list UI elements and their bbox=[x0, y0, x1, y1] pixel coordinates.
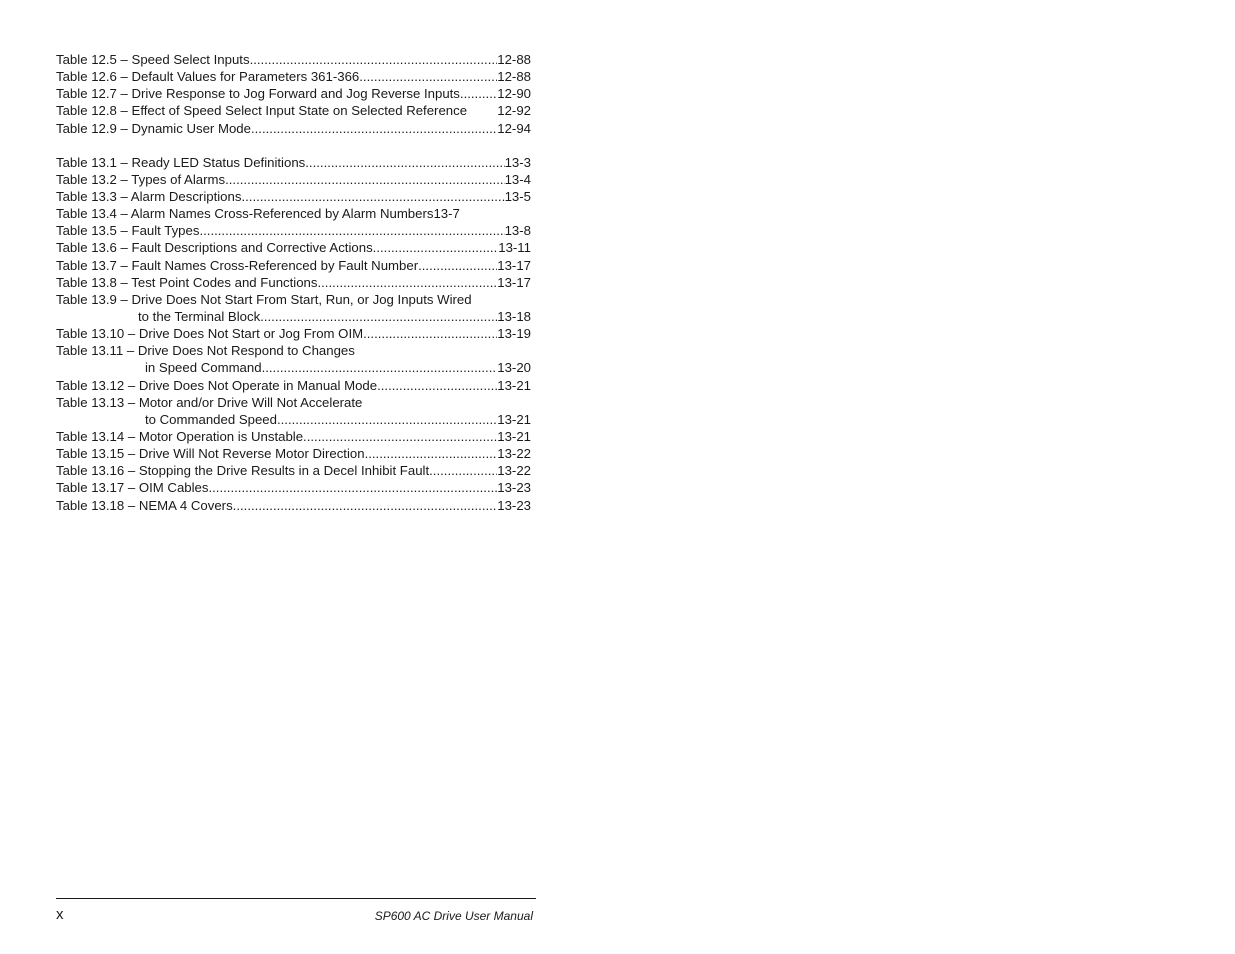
dot-leader bbox=[365, 445, 498, 462]
toc-entry-page: 13-22 bbox=[497, 463, 531, 479]
dot-leader bbox=[251, 120, 497, 137]
toc-entry-title: Table 12.6 – Default Values for Parameters 361-366 bbox=[56, 69, 360, 85]
toc-entry[interactable] bbox=[56, 154, 531, 171]
toc-entry[interactable] bbox=[56, 171, 531, 188]
toc-entry-title: Table 12.9 – Dynamic User Mode bbox=[56, 120, 251, 136]
toc-entry-page: 13-17 bbox=[497, 257, 531, 273]
dot-leader bbox=[303, 428, 497, 445]
toc-entry-page: 13-7 bbox=[433, 206, 460, 222]
toc-entry-title-cont: to Commanded Speed bbox=[145, 411, 277, 427]
toc-entry[interactable] bbox=[56, 188, 531, 205]
toc-entry[interactable] bbox=[56, 462, 531, 479]
toc-entry[interactable] bbox=[56, 257, 531, 274]
toc-entry[interactable] bbox=[56, 274, 531, 291]
toc-entry-first-line bbox=[56, 342, 531, 359]
toc-entry-title: Table 12.8 – Effect of Speed Select Input State on Selected Reference bbox=[56, 103, 468, 119]
toc-entry[interactable] bbox=[56, 445, 531, 462]
dot-leader bbox=[277, 411, 497, 428]
toc-entry-title: Table 13.10 – Drive Does Not Start or Jog From OIM bbox=[56, 326, 364, 342]
toc-entry-page: 13-23 bbox=[497, 497, 531, 513]
toc-entry-page: 13-17 bbox=[497, 274, 531, 290]
toc-entry-page: 13-22 bbox=[497, 446, 531, 462]
toc-entry[interactable] bbox=[56, 497, 531, 514]
toc-entry-title: Table 13.15 – Drive Will Not Reverse Motor Direction bbox=[56, 446, 365, 462]
toc-entry-page: 12-88 bbox=[497, 69, 531, 85]
toc-entry-title: Table 13.5 – Fault Types bbox=[56, 223, 200, 239]
toc-entry[interactable] bbox=[56, 85, 531, 102]
dot-leader bbox=[373, 239, 499, 256]
toc-entry-title: Table 13.1 – Ready LED Status Definitions bbox=[56, 154, 306, 170]
toc-entry-continuation bbox=[56, 359, 531, 376]
dot-leader bbox=[359, 68, 497, 85]
toc-entry-multiline[interactable] bbox=[56, 394, 531, 428]
table-of-tables bbox=[56, 51, 531, 514]
toc-entry-page: 12-90 bbox=[497, 86, 531, 102]
dot-leader bbox=[199, 222, 504, 239]
toc-entry[interactable] bbox=[56, 222, 531, 239]
dot-leader bbox=[363, 325, 497, 342]
dot-leader bbox=[429, 462, 497, 479]
toc-entry-title: Table 13.8 – Test Point Codes and Functions bbox=[56, 274, 318, 290]
toc-entry-title: Table 13.18 – NEMA 4 Covers bbox=[56, 497, 233, 513]
dot-leader bbox=[233, 497, 498, 514]
toc-entry-title: Table 13.6 – Fault Descriptions and Corrective Actions bbox=[56, 240, 373, 256]
toc-entry-page: 12-94 bbox=[497, 120, 531, 136]
toc-entry[interactable] bbox=[56, 68, 531, 85]
toc-entry-page: 13-8 bbox=[504, 223, 531, 239]
toc-entry[interactable] bbox=[56, 325, 531, 342]
toc-entry-title-cont: to the Terminal Block bbox=[138, 308, 261, 324]
toc-entry-page: 12-88 bbox=[497, 52, 531, 67]
footer-rule bbox=[56, 898, 536, 899]
toc-entry-page: 13-21 bbox=[497, 428, 531, 444]
toc-entry[interactable] bbox=[56, 51, 531, 68]
dot-leader bbox=[418, 257, 497, 274]
dot-leader bbox=[317, 274, 497, 291]
dot-leader bbox=[241, 188, 504, 205]
toc-entry-title: Table 13.14 – Motor Operation is Unstable bbox=[56, 428, 304, 444]
toc-entry-page: 13-19 bbox=[497, 326, 531, 342]
toc-entry-title: Table 13.2 – Types of Alarms bbox=[56, 171, 226, 187]
toc-entry-title: Table 13.4 – Alarm Names Cross-Referenced by Alarm Numbers bbox=[56, 206, 434, 222]
toc-entry-page: 13-3 bbox=[504, 154, 531, 170]
toc-entry[interactable] bbox=[56, 377, 531, 394]
manual-title: SP600 AC Drive User Manual bbox=[374, 909, 533, 923]
toc-entry-page: 13-23 bbox=[497, 480, 531, 496]
toc-entry-multiline[interactable] bbox=[56, 342, 531, 376]
dot-leader bbox=[262, 359, 498, 376]
toc-entry-title: Table 13.13 – Motor and/or Drive Will Not Accelerate bbox=[56, 394, 363, 410]
dot-leader bbox=[460, 85, 497, 102]
toc-entry-title: Table 13.3 – Alarm Descriptions bbox=[56, 188, 242, 204]
toc-entry-first-line bbox=[56, 394, 531, 411]
dot-leader bbox=[260, 308, 497, 325]
toc-entry-title-cont: in Speed Command bbox=[145, 360, 262, 376]
dot-leader bbox=[305, 154, 504, 171]
toc-entry-page: 13-4 bbox=[504, 171, 531, 187]
toc-entry-continuation bbox=[56, 308, 531, 325]
toc-entry-page: 13-21 bbox=[497, 377, 531, 393]
toc-entry-multiline[interactable] bbox=[56, 291, 531, 325]
toc-entry-page: 13-21 bbox=[497, 411, 531, 427]
dot-leader bbox=[377, 377, 497, 394]
toc-entry[interactable] bbox=[56, 205, 531, 222]
toc-entry-title: Table 12.5 – Speed Select Inputs bbox=[56, 52, 250, 67]
toc-entry-title: Table 13.9 – Drive Does Not Start From Start, Run, or Jog Inputs Wired bbox=[56, 291, 472, 307]
toc-entry-page: 13-5 bbox=[504, 188, 531, 204]
toc-entry-first-line bbox=[56, 291, 531, 308]
toc-entry-page: 13-11 bbox=[498, 240, 531, 256]
toc-entry-page: 13-18 bbox=[497, 308, 531, 324]
group-spacer bbox=[56, 137, 531, 154]
page-number: x bbox=[56, 906, 64, 923]
dot-leader bbox=[225, 171, 505, 188]
toc-entry[interactable] bbox=[56, 239, 531, 256]
toc-entry-title: Table 13.7 – Fault Names Cross-Referenced by Fault Number bbox=[56, 257, 419, 273]
toc-entry-title: Table 13.17 – OIM Cables bbox=[56, 480, 209, 496]
dot-leader bbox=[208, 479, 497, 496]
toc-entry[interactable] bbox=[56, 102, 531, 119]
toc-entry[interactable] bbox=[56, 428, 531, 445]
dot-leader bbox=[250, 51, 498, 68]
toc-entry-title: Table 12.7 – Drive Response to Jog Forward and Jog Reverse Inputs bbox=[56, 86, 460, 102]
toc-entry-page: 13-20 bbox=[497, 360, 531, 376]
toc-entry-title: Table 13.11 – Drive Does Not Respond to Changes bbox=[56, 343, 355, 359]
toc-entry[interactable] bbox=[56, 479, 531, 496]
toc-entry-continuation bbox=[56, 411, 531, 428]
toc-entry-page: 12-92 bbox=[497, 103, 531, 119]
toc-entry-title: Table 13.16 – Stopping the Drive Results in a Decel Inhibit Fault bbox=[56, 463, 430, 479]
toc-entry[interactable] bbox=[56, 120, 531, 137]
toc-entry-title: Table 13.12 – Drive Does Not Operate in Manual Mode bbox=[56, 377, 378, 393]
